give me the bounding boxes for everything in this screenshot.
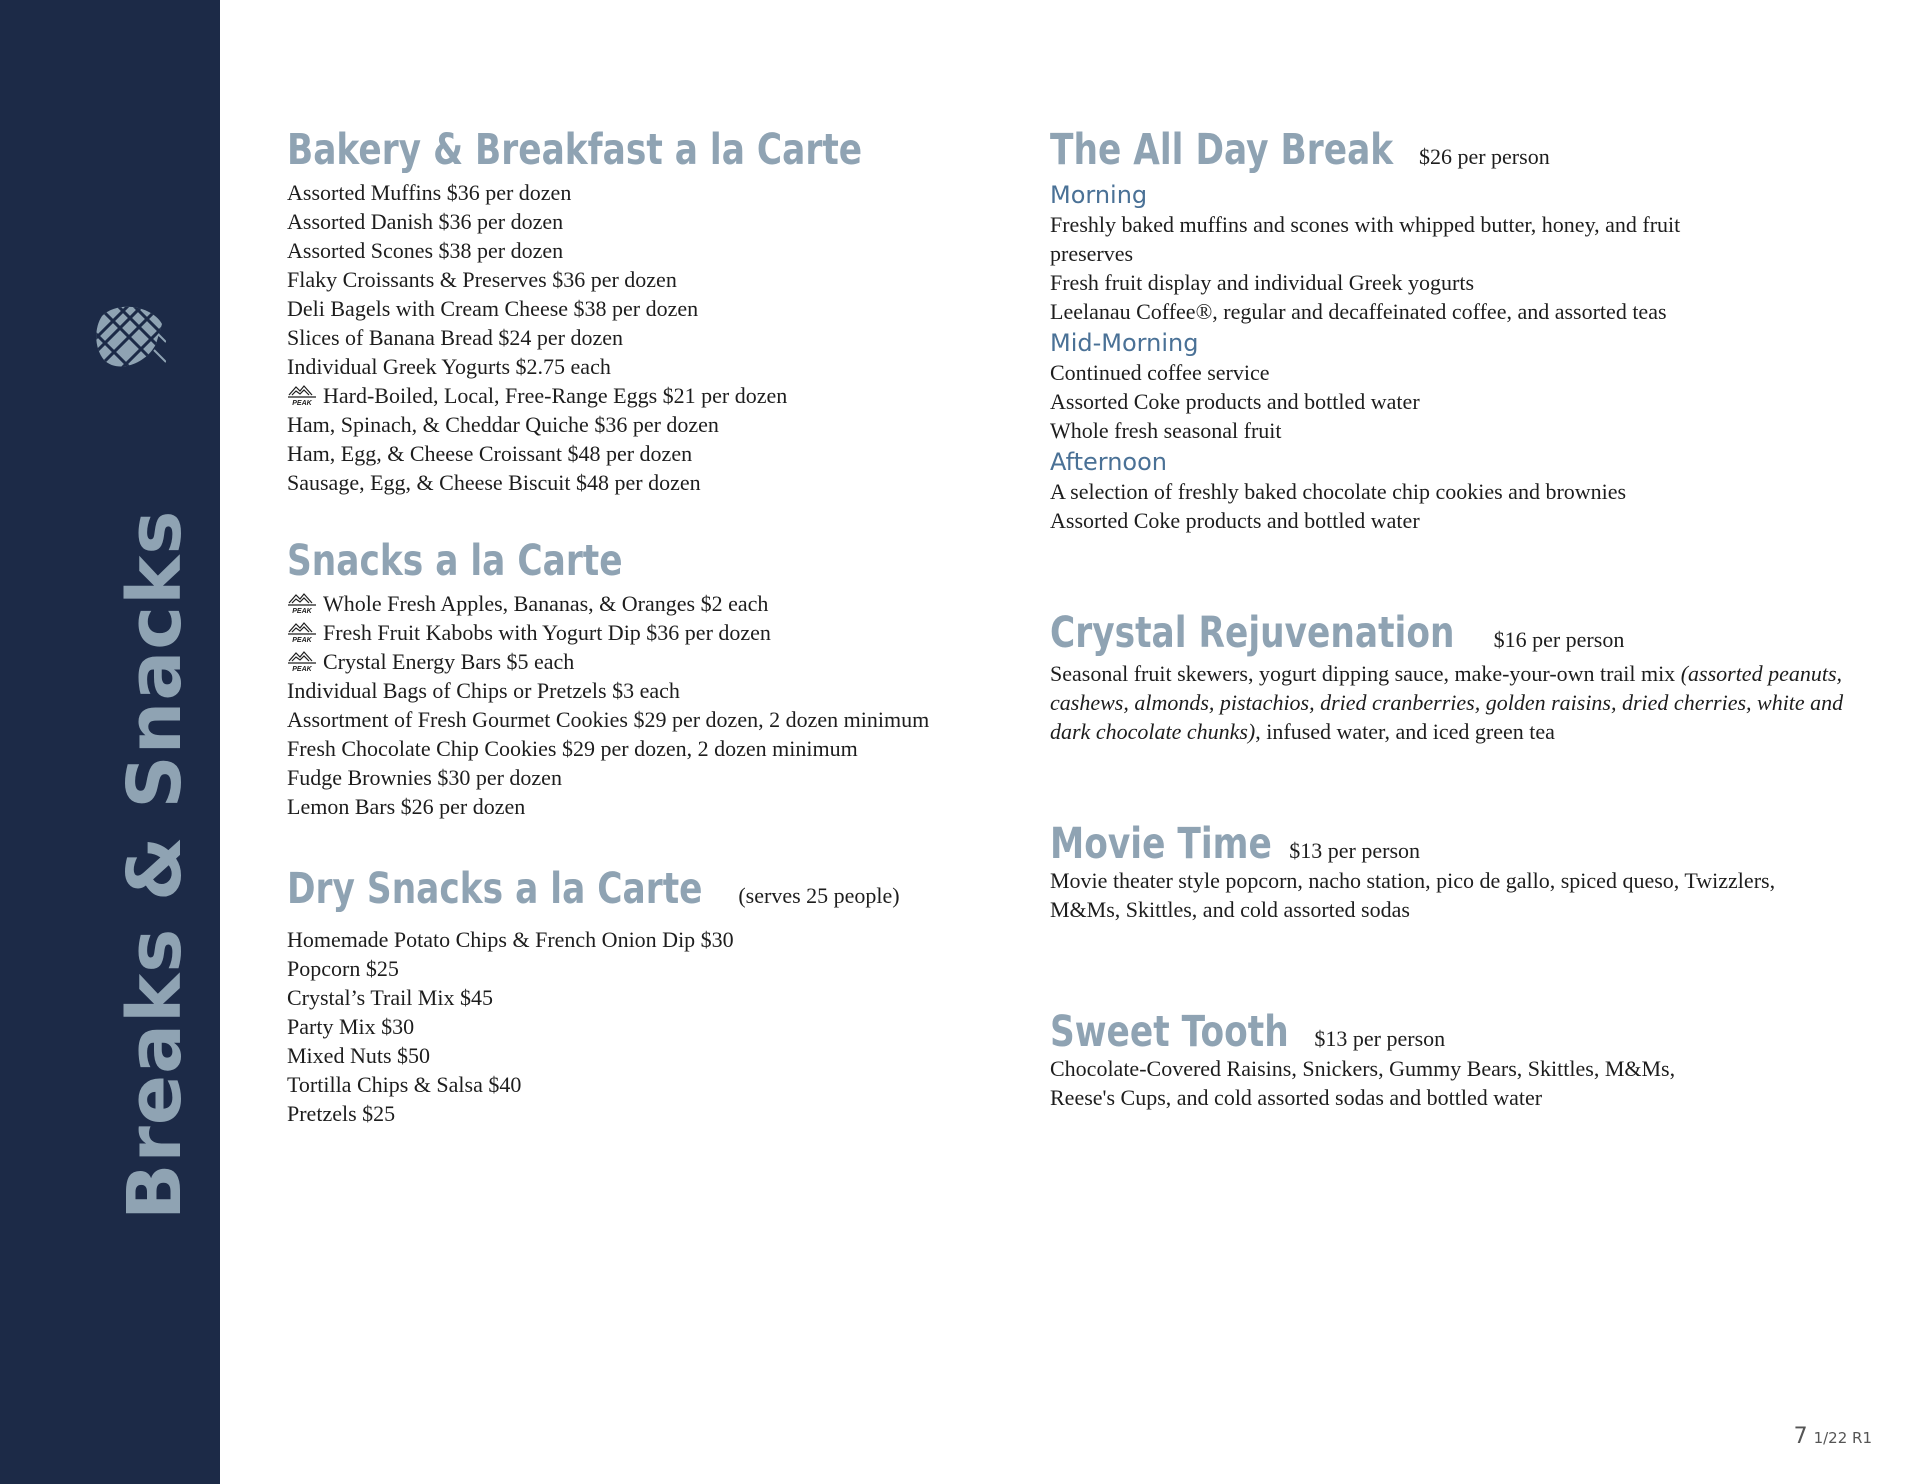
- list-item-text: Individual Greek Yogurts $2.75 each: [287, 354, 611, 379]
- snacks-title: Snacks a la Carte: [287, 536, 623, 586]
- list-item: [287, 1070, 1027, 1099]
- afternoon-lines: [1050, 477, 1870, 535]
- page-number: 7: [1793, 1424, 1808, 1449]
- list-item-text: Lemon Bars $26 per dozen: [287, 794, 526, 819]
- list-item: [287, 792, 1027, 821]
- list-item: [287, 236, 1027, 265]
- list-item: [287, 734, 1027, 763]
- list-item: [287, 1099, 1027, 1128]
- list-item: [287, 352, 1027, 381]
- all-day-break-title: The All Day Break: [1050, 125, 1394, 175]
- list-item-text: Homemade Potato Chips & French Onion Dip $30: [287, 927, 734, 952]
- list-item-text: Slices of Banana Bread $24 per dozen: [287, 325, 623, 350]
- all-day-break-price: $26 per person: [1418, 144, 1550, 169]
- text-line: Assorted Coke products and bottled water: [1050, 389, 1420, 414]
- peak-badge-icon: [287, 649, 317, 673]
- text-line: Movie theater style popcorn, nacho station, pico de gallo, spiced queso, Twizzlers,: [1050, 868, 1776, 893]
- movie-time-lines: [1050, 866, 1870, 924]
- crystal-desc-end: , infused water, and iced green tea: [1255, 719, 1555, 744]
- morning-lines: [1050, 210, 1870, 326]
- dry-snacks-title: Dry Snacks a la Carte: [287, 864, 703, 914]
- list-item-text: Sausage, Egg, & Cheese Biscuit $48 per dozen: [287, 470, 701, 495]
- list-item-text: Assorted Danish $36 per dozen: [287, 209, 564, 234]
- peak-badge-icon: [287, 383, 317, 407]
- list-item-text: Assorted Scones $38 per dozen: [287, 238, 564, 263]
- peak-badge-icon: [287, 620, 317, 644]
- list-item: [287, 468, 1027, 497]
- sidebar-title: Breaks & Snacks: [112, 509, 198, 1220]
- list-item: [287, 983, 1027, 1012]
- list-item: [287, 439, 1027, 468]
- snacks-section: [287, 537, 1027, 821]
- pineapple-lattice-icon: [96, 304, 166, 374]
- afternoon-label: Afternoon: [1050, 448, 1167, 476]
- text-line: A selection of freshly baked chocolate chip cookies and brownies: [1050, 479, 1627, 504]
- list-item: [287, 589, 1027, 618]
- crystal-desc-italic: (assorted peanuts, cashews, almonds, pistachios, dried cranberries, golden raisins, dried cherries, white and dark chocolate chunks): [1050, 661, 1844, 744]
- list-item: [287, 178, 1027, 207]
- svg-text:PEAK: PEAK: [292, 608, 312, 615]
- crystal-rejuvenation-price: $16 per person: [1493, 627, 1625, 652]
- mid-morning-label: Mid-Morning: [1050, 329, 1199, 357]
- text-line: Reese's Cups, and cold assorted sodas and bottled water: [1050, 1085, 1543, 1110]
- list-item: [287, 676, 1027, 705]
- list-item-text: Fresh Chocolate Chip Cookies $29 per dozen, 2 dozen minimum: [287, 736, 858, 761]
- dry-snacks-section: [287, 865, 1027, 1128]
- bakery-section: [287, 126, 1027, 497]
- text-line: Continued coffee service: [1050, 360, 1270, 385]
- list-item-text: Deli Bagels with Cream Cheese $38 per dozen: [287, 296, 699, 321]
- dry-snacks-list: [287, 925, 1027, 1128]
- list-item-text: Ham, Spinach, & Cheddar Quiche $36 per dozen: [287, 412, 719, 437]
- left-column: [287, 126, 1027, 1128]
- sweet-tooth-lines: [1050, 1054, 1870, 1112]
- crystal-rejuvenation-description: [1050, 659, 1860, 746]
- text-line: preserves: [1050, 241, 1134, 266]
- movie-time-section: [1050, 820, 1870, 924]
- snacks-list: [287, 589, 1027, 821]
- list-item-text: Assortment of Fresh Gourmet Cookies $29 per dozen, 2 dozen minimum: [287, 707, 930, 732]
- list-item: [287, 207, 1027, 236]
- revision-code: 1/22 R1: [1813, 1429, 1872, 1447]
- text-line: M&Ms, Skittles, and cold assorted sodas: [1050, 897, 1410, 922]
- list-item-text: Fresh Fruit Kabobs with Yogurt Dip $36 per dozen: [323, 620, 771, 645]
- list-item: [287, 925, 1027, 954]
- text-line: Freshly baked muffins and scones with whipped butter, honey, and fruit: [1050, 212, 1681, 237]
- bakery-list: [287, 178, 1027, 497]
- list-item-text: Flaky Croissants & Preserves $36 per dozen: [287, 267, 677, 292]
- list-item: [287, 1041, 1027, 1070]
- list-item: [287, 954, 1027, 983]
- list-item: [287, 381, 1027, 410]
- list-item-text: Pretzels $25: [287, 1101, 396, 1126]
- svg-text:PEAK: PEAK: [292, 400, 312, 407]
- movie-time-title: Movie Time: [1050, 819, 1272, 869]
- crystal-rejuvenation-section: [1050, 609, 1870, 746]
- text-line: Assorted Coke products and bottled water: [1050, 508, 1420, 533]
- sidebar: [0, 0, 220, 1484]
- list-item-text: Fudge Brownies $30 per dozen: [287, 765, 562, 790]
- dry-snacks-note: (serves 25 people): [738, 883, 900, 908]
- movie-time-price: $13 per person: [1289, 838, 1421, 863]
- list-item-text: Party Mix $30: [287, 1014, 415, 1039]
- list-item: [287, 410, 1027, 439]
- morning-label: Morning: [1050, 181, 1148, 209]
- sweet-tooth-price: $13 per person: [1314, 1026, 1446, 1051]
- list-item: [287, 1012, 1027, 1041]
- bakery-title: Bakery & Breakfast a la Carte: [287, 125, 863, 175]
- list-item-text: Whole Fresh Apples, Bananas, & Oranges $2 each: [323, 591, 769, 616]
- page-footer: [1794, 1424, 1872, 1449]
- svg-text:PEAK: PEAK: [292, 666, 312, 673]
- crystal-rejuvenation-title: Crystal Rejuvenation: [1050, 608, 1455, 658]
- list-item-text: Crystal Energy Bars $5 each: [323, 649, 575, 674]
- text-line: Whole fresh seasonal fruit: [1050, 418, 1282, 443]
- list-item: [287, 323, 1027, 352]
- list-item: [287, 265, 1027, 294]
- mid-morning-lines: [1050, 358, 1870, 445]
- list-item: [287, 763, 1027, 792]
- crystal-desc-start: Seasonal fruit skewers, yogurt dipping sauce, make-your-own trail mix: [1050, 661, 1681, 686]
- list-item: [287, 618, 1027, 647]
- sweet-tooth-title: Sweet Tooth: [1050, 1007, 1289, 1057]
- right-column: [1050, 126, 1870, 1112]
- list-item: [287, 647, 1027, 676]
- text-line: Chocolate-Covered Raisins, Snickers, Gummy Bears, Skittles, M&Ms,: [1050, 1056, 1676, 1081]
- list-item-text: Tortilla Chips & Salsa $40: [287, 1072, 522, 1097]
- list-item-text: Individual Bags of Chips or Pretzels $3 each: [287, 678, 680, 703]
- sweet-tooth-section: [1050, 1008, 1870, 1112]
- list-item: [287, 705, 1027, 734]
- list-item-text: Mixed Nuts $50: [287, 1043, 430, 1068]
- all-day-break-section: [1050, 126, 1870, 535]
- list-item-text: Ham, Egg, & Cheese Croissant $48 per dozen: [287, 441, 693, 466]
- svg-text:PEAK: PEAK: [292, 637, 312, 644]
- list-item-text: Crystal’s Trail Mix $45: [287, 985, 493, 1010]
- list-item-text: Hard-Boiled, Local, Free-Range Eggs $21 per dozen: [323, 383, 788, 408]
- text-line: Fresh fruit display and individual Greek yogurts: [1050, 270, 1475, 295]
- list-item-text: Assorted Muffins $36 per dozen: [287, 180, 572, 205]
- peak-badge-icon: [287, 591, 317, 615]
- text-line: Leelanau Coffee®, regular and decaffeinated coffee, and assorted teas: [1050, 299, 1667, 324]
- list-item-text: Popcorn $25: [287, 956, 399, 981]
- list-item: [287, 294, 1027, 323]
